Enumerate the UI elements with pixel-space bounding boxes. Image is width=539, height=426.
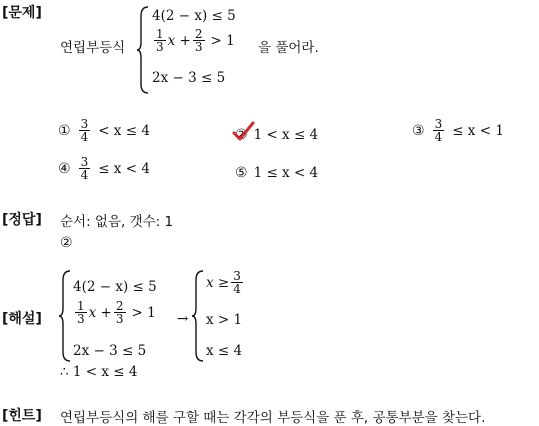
- solution-right-brace: [192, 270, 204, 362]
- problem-brace: [137, 6, 149, 94]
- solution-left-line-1: 4(2 − x) ≤ 5: [73, 279, 157, 295]
- check-mark-icon: [231, 121, 255, 143]
- problem-tag: [문제]: [2, 5, 42, 21]
- solution-right-line-3: x ≤ 4: [206, 343, 243, 359]
- choice-number: ③: [412, 122, 425, 139]
- choice-text: ≤ x < 1: [452, 122, 504, 139]
- choice-3[interactable]: [412, 118, 504, 143]
- hint-tag: [힌트]: [2, 408, 42, 424]
- solution-tag: [해설]: [2, 311, 42, 327]
- answer-meta: 순서: 없음, 갯수: 1: [60, 214, 174, 230]
- choice-text: 1 < x ≤ 4: [253, 127, 319, 143]
- choice-text: 1 ≤ x < 4: [253, 165, 319, 181]
- choice-2[interactable]: [235, 127, 318, 143]
- fraction: $\frac{3}{4}$: [233, 269, 241, 296]
- fraction: $\frac{1}{3}$: [77, 299, 85, 326]
- fraction: $\frac{2}{3}$: [194, 27, 203, 54]
- choice-number: ⑤: [235, 165, 248, 181]
- problem-line-2-rest: > 1: [210, 32, 235, 49]
- answer-tag: [정답]: [2, 212, 42, 228]
- choice-text: ≤ x < 4: [98, 160, 150, 177]
- choice-5[interactable]: [235, 165, 318, 181]
- fraction: $\frac{3}{4}$: [434, 117, 443, 144]
- choice-text: < x ≤ 4: [98, 122, 150, 139]
- problem-line-2: [152, 28, 235, 53]
- answer-value: ②: [60, 235, 73, 251]
- solution-left-brace: [59, 270, 71, 362]
- fraction: $\frac{2}{3}$: [115, 299, 124, 326]
- fraction: $\frac{3}{4}$: [80, 155, 89, 182]
- choice-4[interactable]: [58, 156, 150, 181]
- choice-number: ④: [58, 160, 71, 177]
- problem-line-3: 2x − 3 ≤ 5: [152, 70, 226, 86]
- fraction: $\frac{1}{3}$: [156, 27, 164, 54]
- problem-line-1: 4(2 − x) ≤ 5: [152, 8, 236, 24]
- solution-left-line-2: $\frac{1}{3}$ x + $\frac{2}{3}$ > 1: [77, 299, 156, 326]
- problem-line-2-var: x +: [167, 32, 191, 49]
- fraction: $\frac{3}{4}$: [80, 117, 89, 144]
- solution-conclusion: ∴ 1 < x ≤ 4: [60, 364, 138, 380]
- choice-number: ②: [235, 127, 248, 143]
- solution-left-line-3: 2x − 3 ≤ 5: [73, 343, 147, 359]
- problem-suffix: 을 풀어라.: [258, 40, 319, 56]
- hint-text: 연립부등식의 해를 구할 때는 각각의 부등식을 푼 후, 공통부분을 찾는다.: [60, 410, 486, 426]
- choice-number: ①: [58, 122, 71, 139]
- solution-right-line-2: x > 1: [206, 312, 243, 328]
- solution-right-line-1: x ≥ $\frac{3}{4}$: [206, 269, 241, 296]
- problem-prefix: 연립부등식: [60, 40, 126, 56]
- choice-1[interactable]: [58, 118, 150, 143]
- solution-arrow: →: [177, 311, 189, 327]
